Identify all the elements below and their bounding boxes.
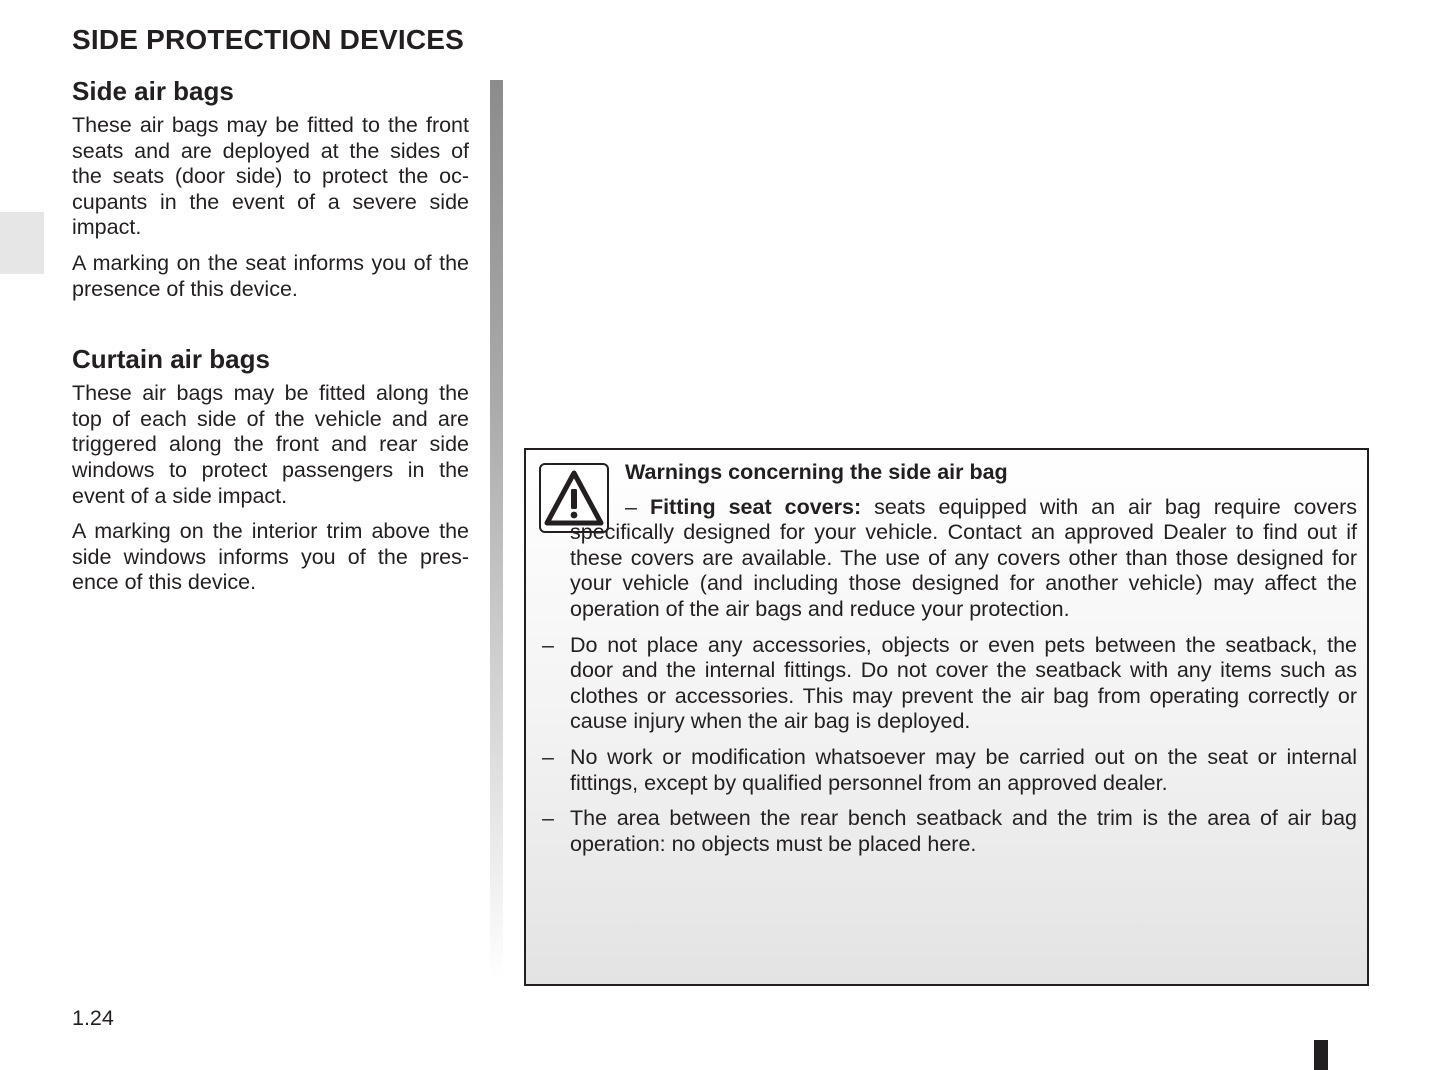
page-number: 1.24 bbox=[72, 1006, 114, 1030]
page-title: SIDE PROTECTION DEVICES bbox=[72, 24, 464, 55]
warning-item-dash: – bbox=[542, 744, 554, 769]
side-air-bags-heading: Side air bags bbox=[72, 76, 234, 106]
warning-box bbox=[524, 448, 1369, 986]
warning-item bbox=[542, 745, 1357, 796]
column-divider-bar bbox=[490, 80, 503, 980]
warning-title: Warnings concerning the side air bag bbox=[625, 460, 1008, 484]
warning-item-text: The area between the rear bench seatback and the trim is the area of air bag operation: no objects must be placed here. bbox=[570, 806, 1357, 856]
warning-item-bold-label: Fitting seat covers: bbox=[649, 494, 862, 519]
warning-item-text: No work or modification whatsoever may be carried out on the seat or internal fittings, except by qualified personnel from an approved dealer. bbox=[570, 744, 1357, 795]
corner-marker bbox=[1314, 1040, 1328, 1070]
section-tab-marker bbox=[0, 212, 44, 274]
warning-item bbox=[542, 633, 1357, 735]
curtain-air-bags-paragraph: These air bags may be fitted along the top of each side of the vehicle and are triggered along the front and rear side windows to protect passengers in the event of a side impact. bbox=[72, 381, 469, 508]
curtain-air-bags-heading: Curtain air bags bbox=[72, 344, 270, 375]
side-air-bags-paragraph: A marking on the seat informs you of the presence of this device. bbox=[72, 250, 469, 301]
side-air-bags-paragraph: These air bags may be fitted to the front seats and are deployed at the sides of the seats (door side) to protect the oc-cupants in the event of a severe side impact. bbox=[72, 113, 469, 240]
warning-content bbox=[542, 460, 1357, 867]
curtain-air-bags-paragraph: A marking on the interior trim above the side windows informs you of the pres-ence of this device. bbox=[72, 519, 469, 595]
warning-item-dash: – bbox=[542, 806, 554, 831]
warning-item bbox=[542, 806, 1357, 857]
warning-item-dash: – bbox=[625, 494, 637, 519]
warning-item-seat-covers bbox=[570, 495, 1357, 623]
warning-item-text: seats equipped with an air bag require covers specifically designed for your vehicle. Contact an approved Dealer to find out if these covers are available. The use of any covers other than those designed for your vehicle (and including those designed for another vehicle) may affect the operation of the air bags and reduce your protection. bbox=[570, 494, 1357, 621]
warning-item-dash: – bbox=[542, 632, 554, 657]
warning-item-text: Do not place any accessories, objects or even pets between the seatback, the door and the internal fittings. Do not cover the seatback with any items such as clothes or accessories. This may prevent the air bag from operating correctly or cause injury when the air bag is deployed. bbox=[570, 632, 1357, 734]
left-column bbox=[72, 76, 469, 606]
